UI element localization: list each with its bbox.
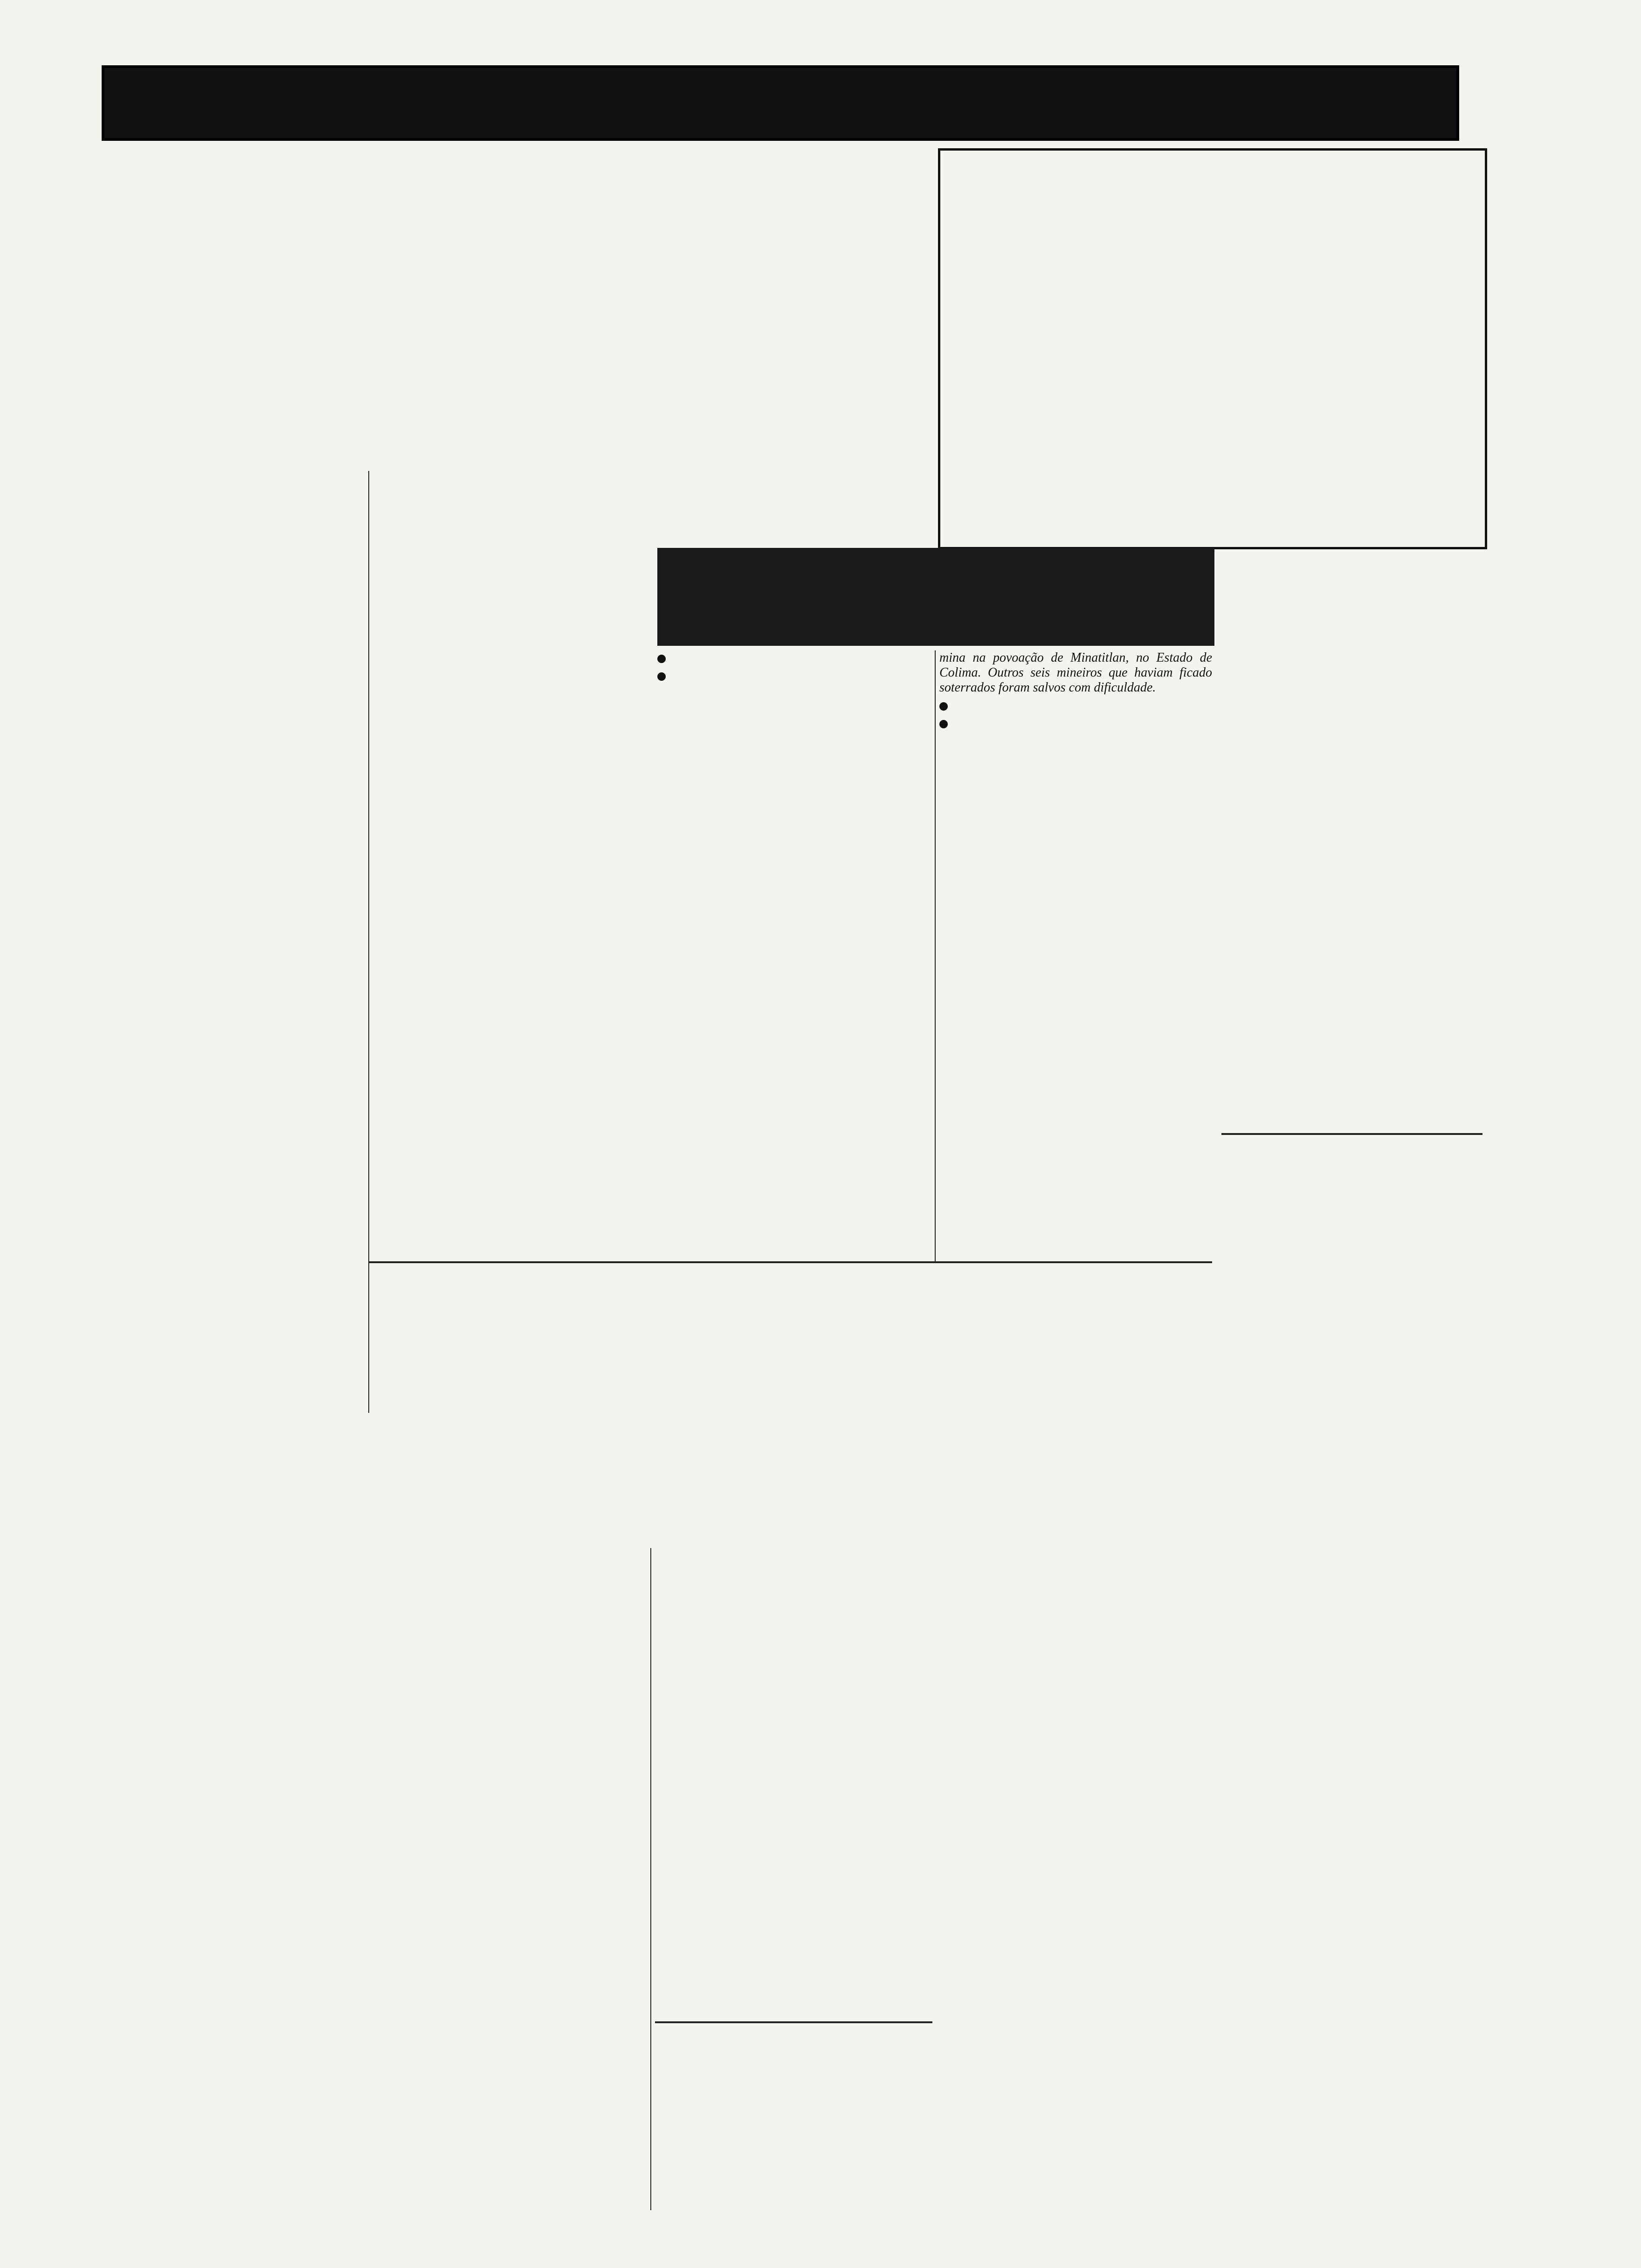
saigon-column-1 (84, 471, 364, 480)
brief-title-banner (657, 548, 1214, 646)
brief-head (939, 716, 1212, 731)
column-rule (368, 471, 369, 1413)
section-rule (655, 2021, 932, 2023)
bullet-icon (657, 672, 666, 681)
brief-head (657, 668, 928, 683)
bullet-icon (657, 655, 666, 663)
brief-column-2 (939, 650, 1212, 731)
section-rule (1221, 1133, 1482, 1135)
brief-body (657, 683, 928, 720)
dior-box (938, 148, 1487, 549)
section-banner (102, 65, 1459, 141)
section-rule (368, 1261, 1212, 1263)
brief-column-1 (657, 650, 928, 720)
bullet-icon (939, 720, 948, 728)
colombia-column-1 (373, 1548, 648, 1556)
brief-body-cont: mina na povoação de Minatitlan, no Estado de Colima. Outros seis mineiros que haviam ficado soterrados foram salvos com dificuldade. (939, 650, 1212, 695)
column-rule (650, 1548, 651, 2210)
brief-head (939, 698, 1212, 713)
saigon-column-2 (373, 471, 653, 478)
column-rule (935, 650, 936, 1261)
bullet-icon (939, 702, 948, 711)
brief-head (657, 650, 928, 665)
colombia-subhead-wrap (914, 1268, 918, 1273)
colombia-column-2 (655, 1548, 932, 1556)
